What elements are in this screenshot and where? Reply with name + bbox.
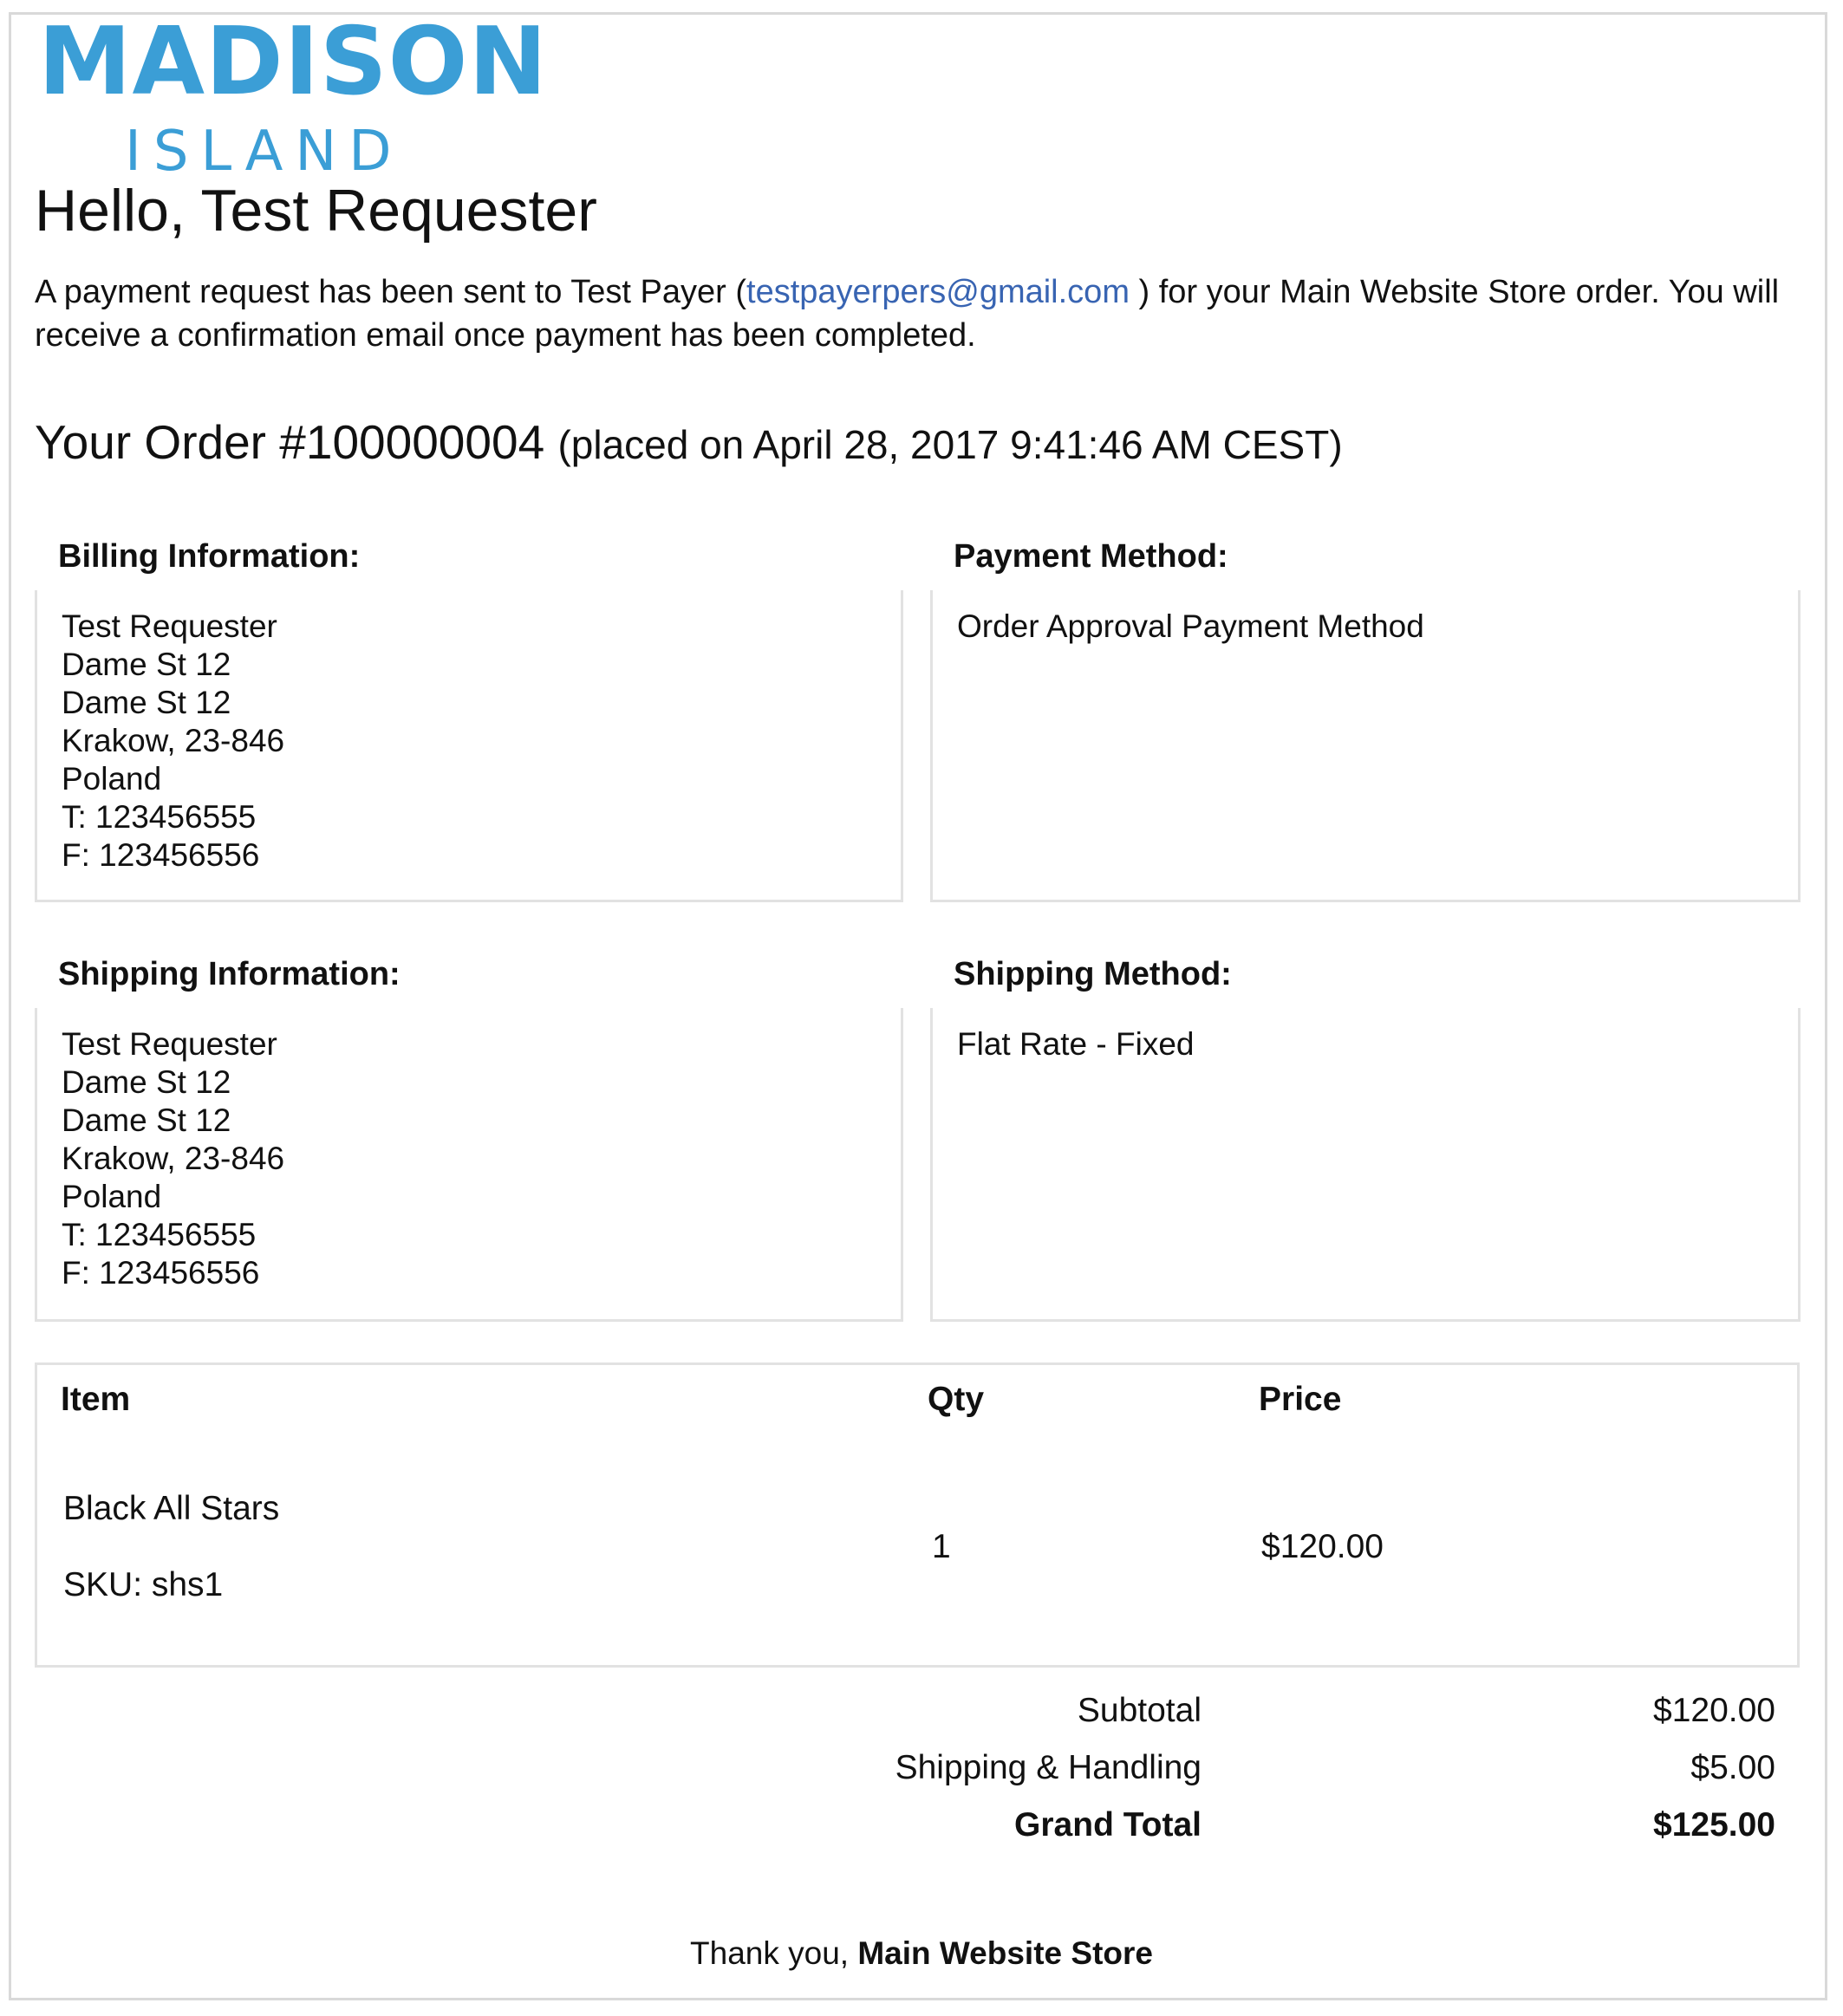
billing-line: Test Requester [62, 608, 277, 644]
items-table [35, 1362, 1800, 1668]
grand-total-label: Grand Total [1014, 1806, 1202, 1844]
price-column-header: Price [1259, 1381, 1342, 1418]
item-name: Black All Stars [63, 1490, 280, 1527]
thank-you-footer [0, 1928, 1843, 1980]
grand-total-value: $125.00 [1653, 1806, 1775, 1844]
billing-line: Krakow, 23-846 [62, 723, 285, 758]
payment-method-box [930, 590, 1801, 902]
payment-method-label: Payment Method: [954, 538, 1228, 575]
shipping-line: Poland [62, 1179, 162, 1214]
logo-main-text: MADISON [38, 8, 548, 116]
intro-text-after: ) for your Main Website Store order. You will receive a confirmation email once payment has been completed. [35, 274, 1780, 354]
shipping-line: Krakow, 23-846 [62, 1141, 285, 1176]
order-number: Your Order #100000004 [35, 415, 545, 469]
madison-island-logo [38, 8, 548, 184]
intro-paragraph [35, 270, 1803, 357]
item-sku: SKU: shs1 [63, 1566, 224, 1603]
greeting-heading: Hello, Test Requester [35, 178, 597, 244]
shipping-line: T: 123456555 [62, 1217, 257, 1252]
shipping-line: Dame St 12 [62, 1102, 231, 1138]
item-qty: 1 [932, 1528, 951, 1565]
subtotal-label: Subtotal [1077, 1692, 1202, 1729]
billing-line: Poland [62, 761, 162, 797]
intro-text-before: A payment request has been sent to Test Payer ( [35, 274, 747, 310]
thanks-prefix: Thank you, [690, 1935, 858, 1971]
billing-line: T: 123456555 [62, 799, 257, 835]
logo-sub-text: ISLAND [125, 120, 404, 184]
billing-label: Billing Information: [58, 538, 361, 575]
item-column-header: Item [61, 1381, 131, 1418]
shipping-info-box [35, 1008, 903, 1322]
payer-email-link[interactable]: testpayerpers@gmail.com [746, 274, 1130, 310]
item-price: $120.00 [1261, 1528, 1384, 1565]
billing-line: Dame St 12 [62, 685, 231, 720]
shipping-handling-label: Shipping & Handling [895, 1749, 1202, 1786]
shipping-line: Test Requester [62, 1026, 277, 1062]
payment-method-value: Order Approval Payment Method [957, 608, 1424, 644]
shipping-info-label: Shipping Information: [58, 956, 401, 992]
store-name: Main Website Store [857, 1935, 1153, 1971]
billing-line: F: 123456556 [62, 837, 260, 873]
shipping-method-value: Flat Rate - Fixed [957, 1026, 1195, 1062]
order-title [35, 407, 1343, 479]
shipping-line: F: 123456556 [62, 1255, 260, 1291]
shipping-handling-value: $5.00 [1690, 1749, 1775, 1786]
shipping-method-label: Shipping Method: [954, 956, 1232, 992]
billing-box [35, 590, 903, 902]
qty-column-header: Qty [928, 1381, 985, 1418]
order-placed-date: (placed on April 28, 2017 9:41:46 AM CEST) [557, 422, 1343, 467]
subtotal-value: $120.00 [1653, 1692, 1775, 1729]
shipping-line: Dame St 12 [62, 1064, 231, 1100]
billing-line: Dame St 12 [62, 647, 231, 682]
shipping-method-box [930, 1008, 1801, 1322]
